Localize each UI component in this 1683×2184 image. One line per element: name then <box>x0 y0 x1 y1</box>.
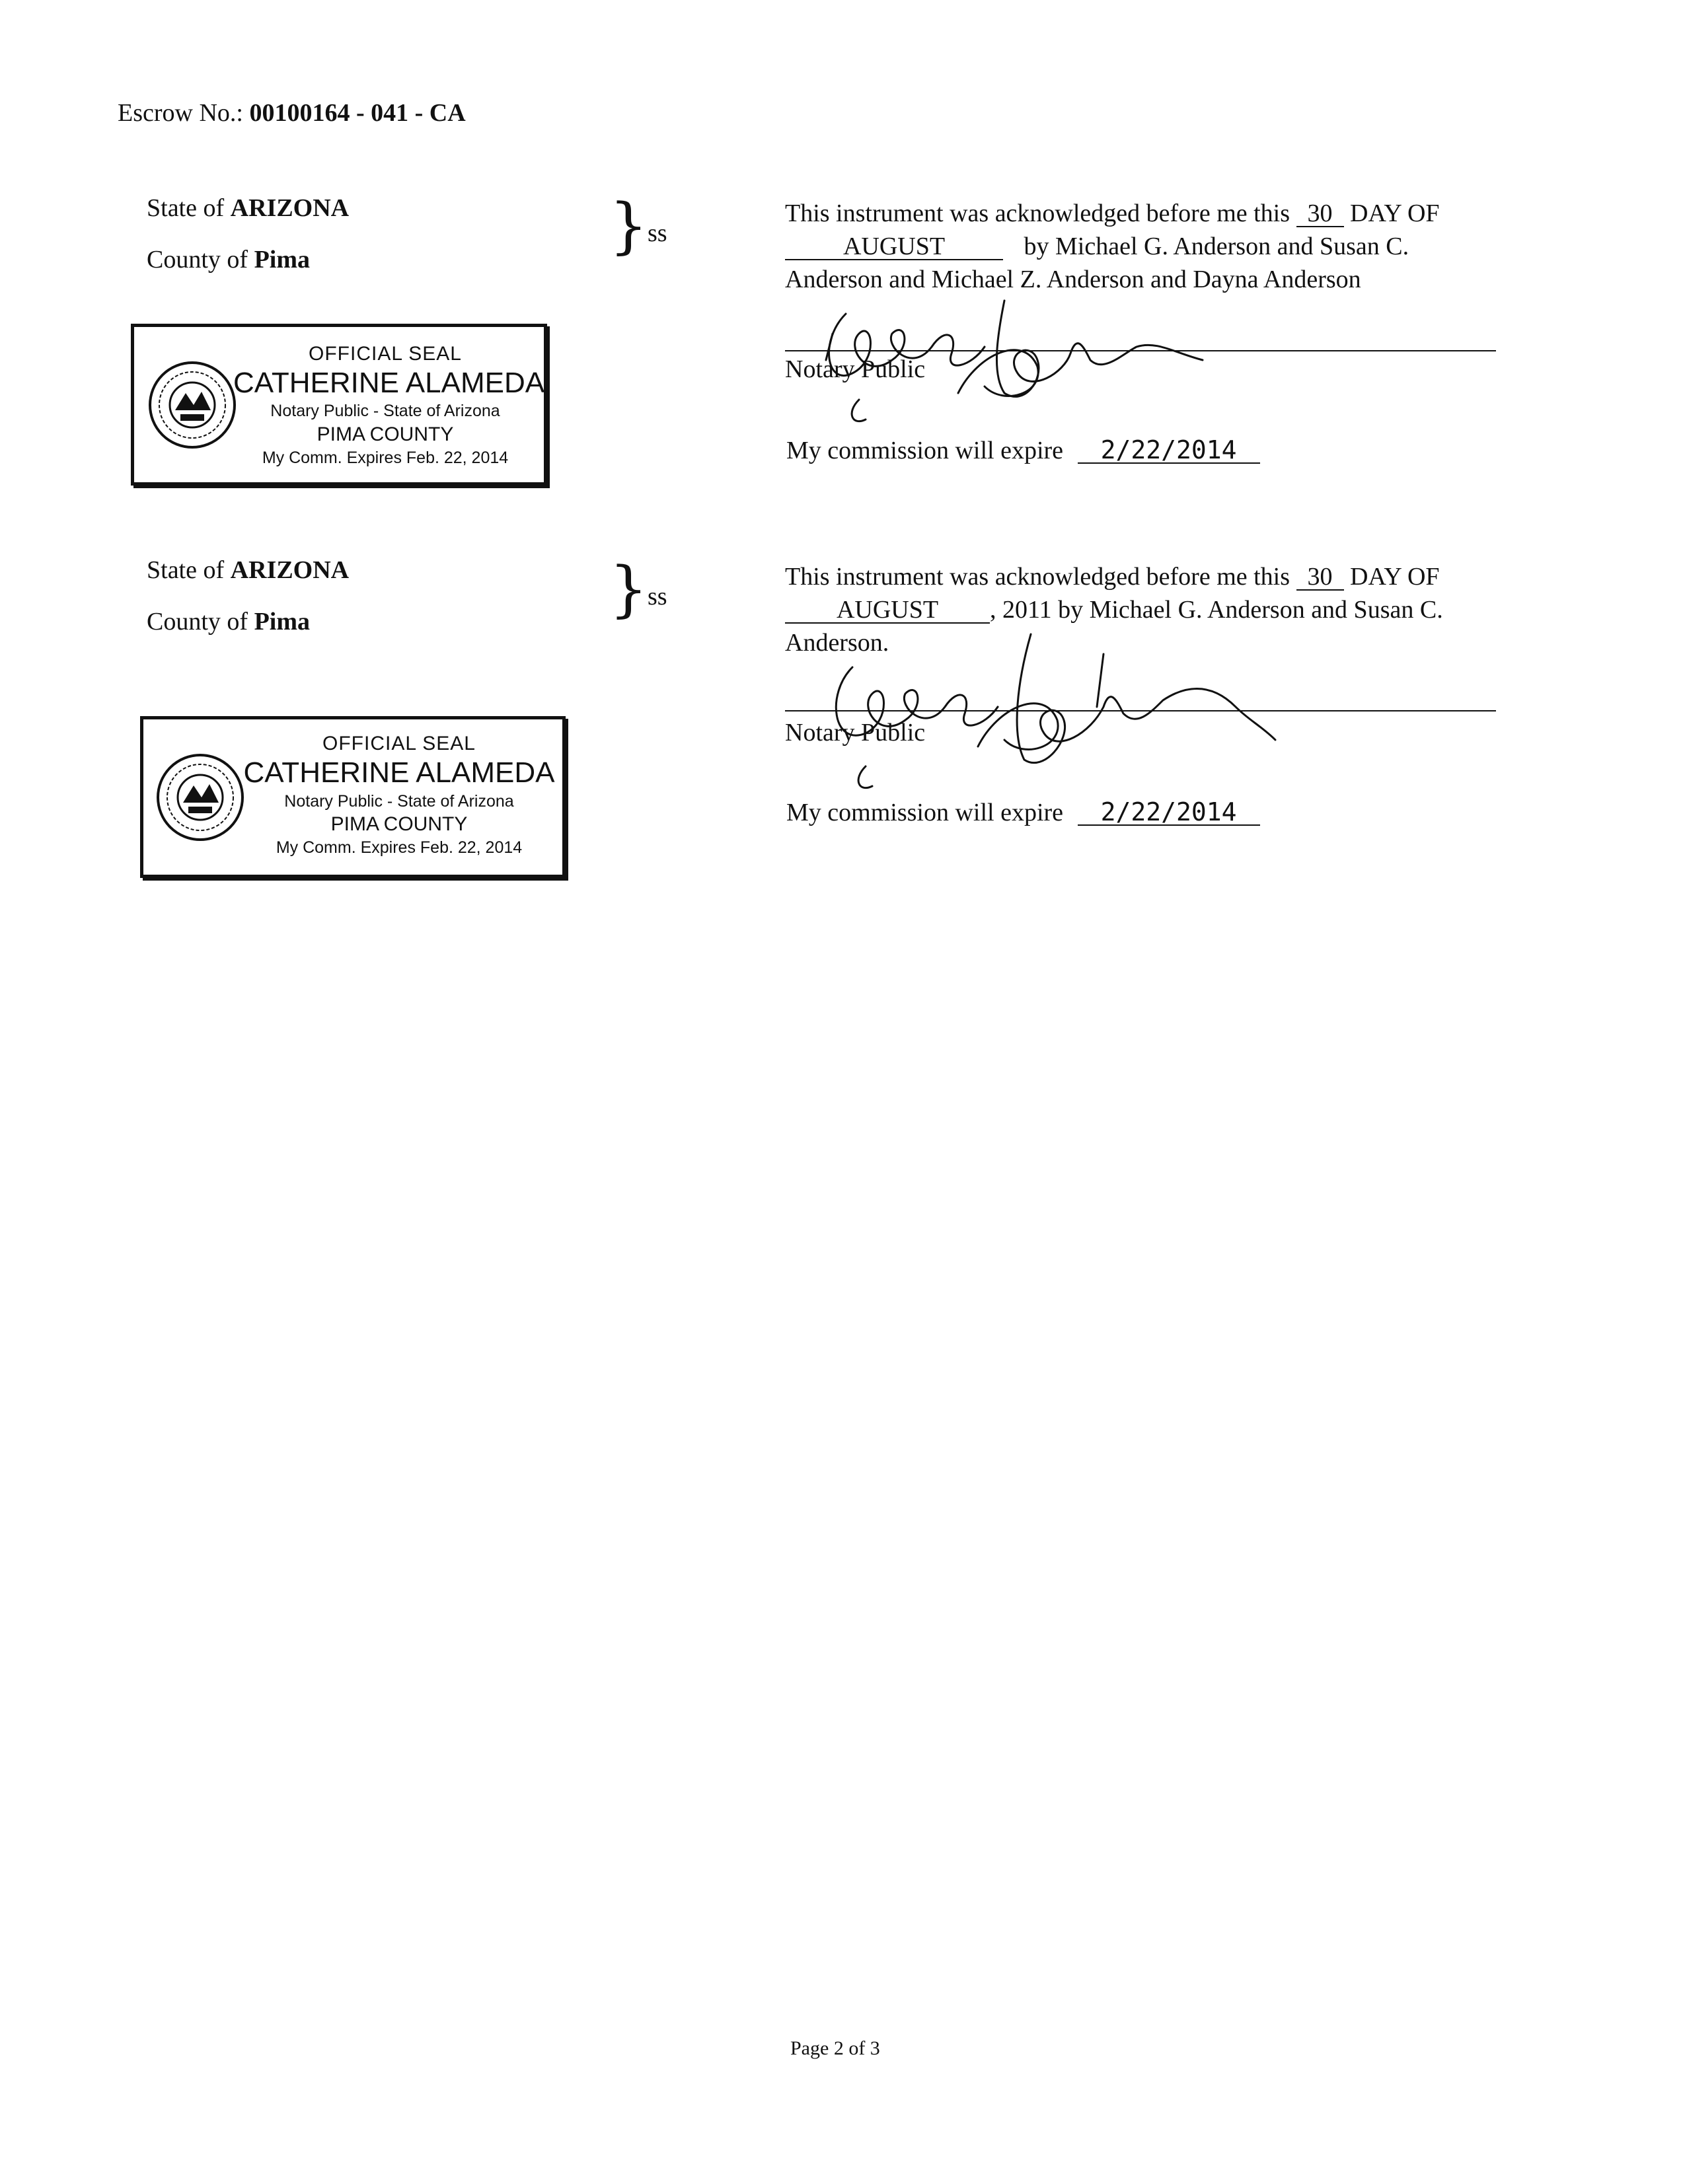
commission-date: 2/22/2014 <box>1078 799 1260 826</box>
state-prefix: State of <box>147 194 225 222</box>
notary-signature-1 <box>806 294 1229 426</box>
ack-month: AUGUST <box>785 597 990 624</box>
state-name: ARIZONA <box>230 194 350 222</box>
commission-date: 2/22/2014 <box>1078 437 1260 464</box>
notary-label-1: Notary Public <box>785 355 926 383</box>
escrow-label: Escrow No.: <box>118 99 243 127</box>
commission-line-2 <box>786 799 1260 826</box>
state-name: ARIZONA <box>230 556 350 584</box>
ack-line3-2: Anderson. <box>785 629 889 657</box>
seal-title: OFFICIAL SEAL <box>309 343 462 365</box>
ack-line2-2 <box>785 597 1443 624</box>
notary-signature-2 <box>813 628 1289 799</box>
notary-label-2: Notary Public <box>785 719 926 746</box>
escrow-line <box>118 100 466 126</box>
brace-1: } <box>609 190 648 261</box>
ack-line3-1: Anderson and Michael Z. Anderson and Dayna Anderson <box>785 266 1361 293</box>
official-seal-2 <box>140 716 566 878</box>
ack-prefix: This instrument was acknowledged before me this <box>785 200 1290 227</box>
ss-2: ss <box>648 583 667 610</box>
seal-line2: PIMA COUNTY <box>330 813 468 835</box>
ack-day-of: DAY OF <box>1350 200 1440 227</box>
seal-line2: PIMA COUNTY <box>317 423 454 445</box>
seal-line3: My Comm. Expires Feb. 22, 2014 <box>262 449 509 467</box>
state-seal-icon <box>154 751 246 844</box>
ss-1: ss <box>648 219 667 247</box>
ack-day: 30 <box>1296 564 1344 591</box>
ack-day-of: DAY OF <box>1350 563 1440 591</box>
ack-month: AUGUST <box>785 234 1003 260</box>
county-line-1 <box>147 247 310 272</box>
state-prefix: State of <box>147 556 225 584</box>
seal-title: OFFICIAL SEAL <box>322 733 476 754</box>
brace-2: } <box>609 554 648 624</box>
official-seal-1 <box>131 324 547 486</box>
county-name: Pima <box>254 608 310 636</box>
commission-label: My commission will expire <box>786 799 1064 826</box>
ack-prefix: This instrument was acknowledged before me this <box>785 563 1290 591</box>
page-number: Page 2 of 3 <box>790 2037 880 2059</box>
county-prefix: County of <box>147 246 248 273</box>
escrow-number: 00100164 - 041 - CA <box>249 99 466 127</box>
county-name: Pima <box>254 246 310 273</box>
state-line-1 <box>147 196 349 221</box>
commission-line-1 <box>786 437 1260 464</box>
ack-line2-rest: by Michael G. Anderson and Susan C. <box>1024 233 1409 260</box>
ack-line1-1 <box>785 201 1440 227</box>
county-prefix: County of <box>147 608 248 636</box>
state-seal-icon <box>146 359 239 451</box>
ack-line2-rest: , 2011 by Michael G. Anderson and Susan C. <box>990 596 1443 624</box>
commission-label: My commission will expire <box>786 437 1064 464</box>
state-line-2 <box>147 558 349 583</box>
seal-line3: My Comm. Expires Feb. 22, 2014 <box>276 838 523 857</box>
ack-day: 30 <box>1296 201 1344 227</box>
county-line-2 <box>147 609 310 634</box>
seal-line1: Notary Public - State of Arizona <box>284 792 514 811</box>
seal-name: CATHERINE ALAMEDA <box>233 367 545 399</box>
ack-line2-1 <box>785 234 1409 260</box>
seal-line1: Notary Public - State of Arizona <box>270 402 500 420</box>
seal-name: CATHERINE ALAMEDA <box>243 756 555 789</box>
ack-line1-2 <box>785 564 1440 591</box>
